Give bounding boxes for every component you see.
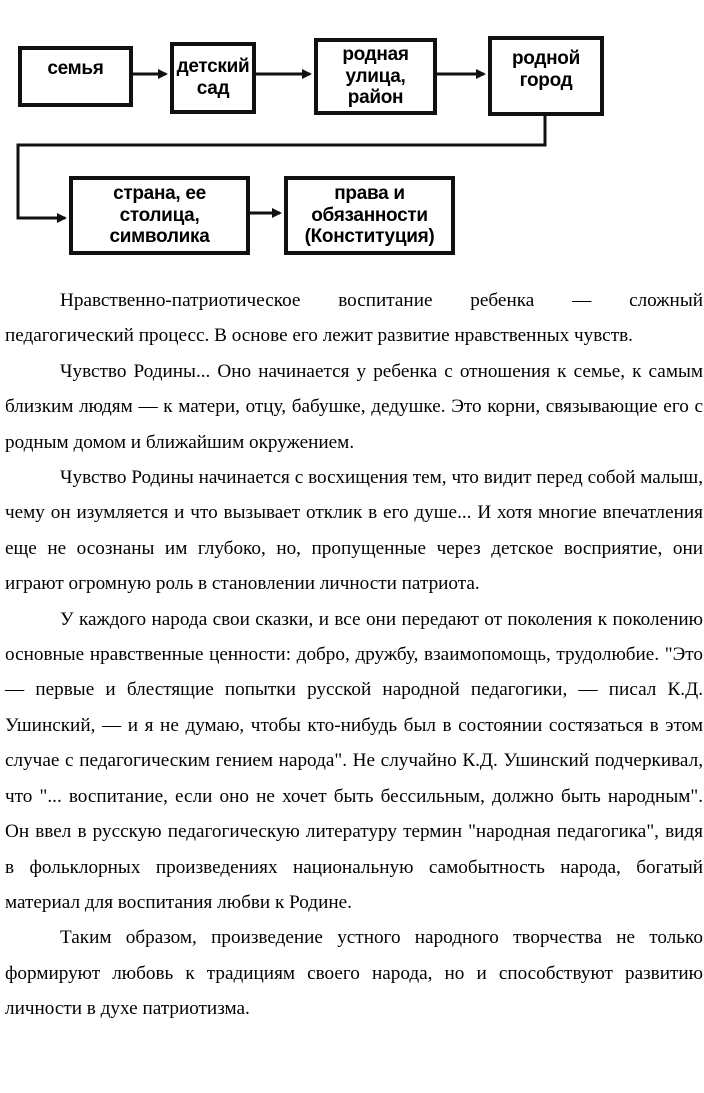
paragraph: Чувство Родины... Оно начинается у ребенка с отношения к семье, к самым близким людям — к матери, отцу, бабушке, дедушке. Это корни, связывающие его с родным домом и ближайшим окружением.	[5, 360, 703, 453]
node-city	[488, 36, 604, 116]
body-text	[5, 283, 703, 1027]
paragraph: Чувство Родины начинается с восхищения тем, что видит перед собой малыш, чему он изумляется и что вызывает отклик в его душе... И хотя многие впечатления еще не осознаны им глубоко, но, пропущенные через детское восприятие, они играют огромную роль в становлении личности патриота.	[5, 467, 703, 595]
node-country	[69, 176, 250, 255]
node-rights	[284, 176, 455, 255]
node-street	[314, 38, 437, 115]
node-country-label: страна, ее столица, символика	[109, 182, 210, 248]
node-rights-label: права и обязанности (Конституция)	[304, 182, 435, 248]
node-kindergarten-label: детский сад	[176, 56, 250, 99]
node-family-label: семья	[47, 58, 104, 79]
paragraph: Таким образом, произведение устного народного творчества не только формируют любовь к традициям своего народа, но и способствуют развитию личности в духе патриотизма.	[5, 927, 703, 1020]
node-street-label: родная улица, район	[342, 43, 409, 109]
paragraph: У каждого народа свои сказки, и все они передают от поколения к поколению основные нравственные ценности: добро, дружбу, взаимопомощь, трудолюбие. "Это — первые и блестящие попытки русской народной педагогики, — писал К.Д. Ушинский, — и я не думаю, чтобы кто-нибудь был в состоянии состязаться в этом случае с педагогическим гением народа". Не случайно К.Д. Ушинский подчеркивал, что "... воспитание, если оно не хочет быть бессильным, должно быть народным". Он ввел в русскую педагогическую литературу термин "народная педагогика", видя в фольклорных произведениях национальную самобытность народа, богатый материал для воспитания любви к Родине.	[5, 608, 703, 913]
paragraph: Нравственно-патриотическое воспитание ребенка — сложный педагогический процесс. В основе его лежит развитие нравственных чувств.	[5, 290, 703, 347]
node-family	[18, 46, 133, 107]
node-kindergarten	[170, 42, 256, 114]
flow-diagram	[0, 0, 704, 275]
node-city-label: родной город	[512, 48, 580, 91]
